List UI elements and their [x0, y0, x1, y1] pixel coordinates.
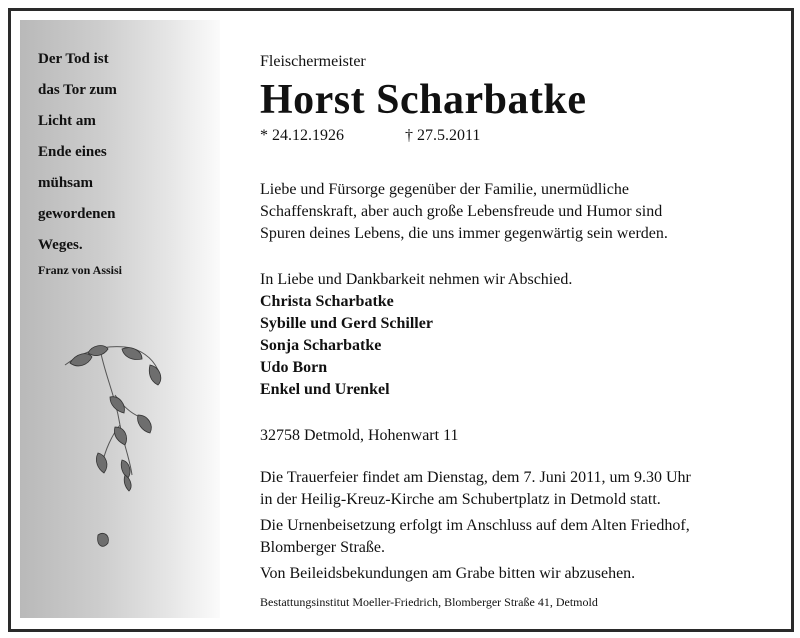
quote-line: Licht am	[38, 113, 96, 129]
mourner-name: Sonja Scharbatke	[260, 337, 382, 354]
mourner-name: Christa Scharbatke	[260, 293, 394, 310]
birth-date: * 24.12.1926	[260, 127, 344, 144]
quote-line: Der Tod ist	[38, 51, 109, 67]
birch-branch-icon	[60, 335, 170, 565]
deceased-profession: Fleischermeister	[260, 53, 366, 70]
ceremony-line: Die Trauerfeier findet am Dienstag, dem 7. Juni 2011, um 9.30 Uhr	[260, 469, 691, 486]
mourner-name: Enkel und Urenkel	[260, 381, 390, 398]
farewell-intro: In Liebe und Dankbarkeit nehmen wir Abschied.	[260, 271, 573, 288]
condolence-note: Von Beileidsbekundungen am Grabe bitten wir abzusehen.	[260, 565, 636, 582]
quote-line: Weges.	[38, 237, 83, 253]
tribute-line: Liebe und Fürsorge gegenüber der Familie, unermüdliche	[260, 181, 629, 198]
quote-line: gewordenen	[38, 206, 116, 222]
family-address: 32758 Detmold, Hohenwart 11	[260, 427, 459, 444]
funeral-home: Bestattungsinstitut Moeller-Friedrich, Blomberger Straße 41, Detmold	[260, 595, 598, 609]
burial-line: Die Urnenbeisetzung erfolgt im Anschluss auf dem Alten Friedhof,	[260, 517, 690, 534]
tribute-line: Schaffenskraft, aber auch große Lebensfreude und Humor sind	[260, 203, 663, 220]
ceremony-line: in der Heilig-Kreuz-Kirche am Schubertplatz in Detmold statt.	[260, 491, 661, 508]
death-date: † 27.5.2011	[405, 127, 481, 144]
quote-line: Ende eines	[38, 144, 107, 160]
tribute-line: Spuren deines Lebens, die uns immer gegenwärtig sein werden.	[260, 225, 668, 242]
quote-line: das Tor zum	[38, 82, 117, 98]
quote-author: Franz von Assisi	[38, 263, 123, 277]
quote-line: mühsam	[38, 175, 94, 191]
mourner-name: Sybille und Gerd Schiller	[260, 315, 433, 332]
deceased-name: Horst Scharbatke	[260, 77, 587, 123]
mourner-name: Udo Born	[260, 359, 328, 376]
burial-line: Blomberger Straße.	[260, 539, 386, 556]
